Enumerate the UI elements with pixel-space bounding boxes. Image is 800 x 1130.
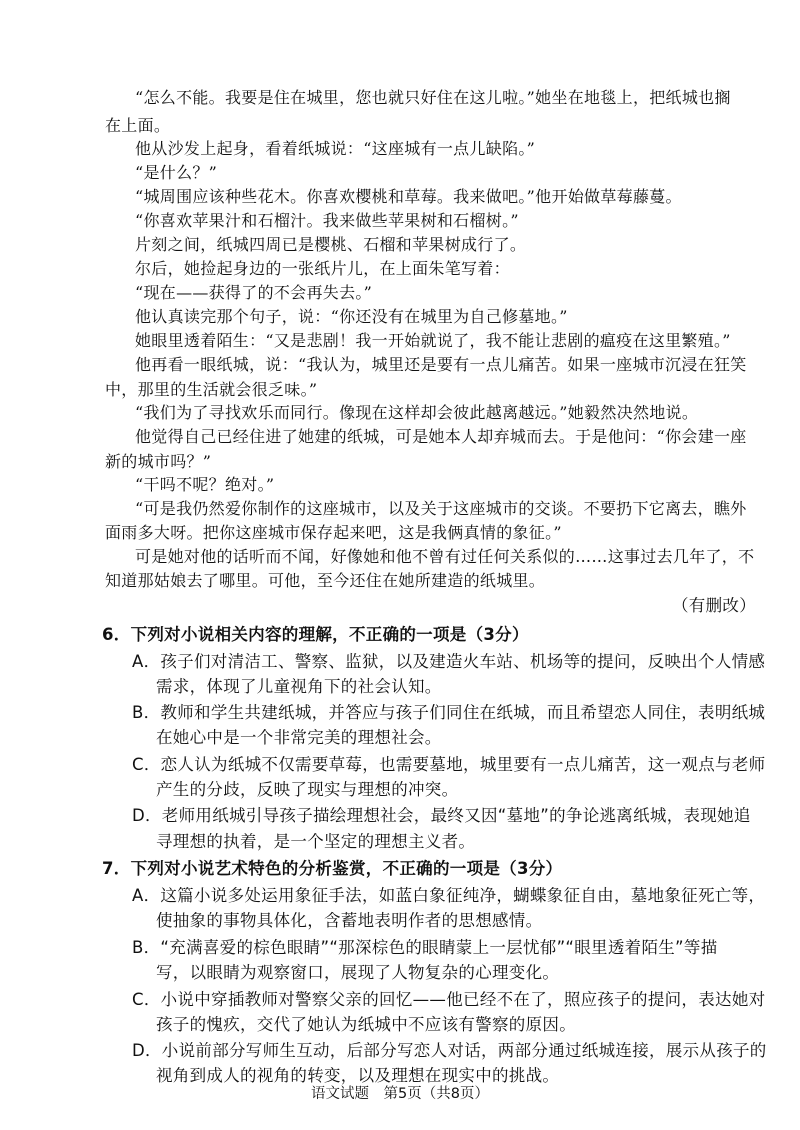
option-line: D．小说前部分写师生互动，后部分写恋人对话，两部分通过纸城连接，展示从孩子的: [132, 1041, 767, 1060]
story-line: 尔后，她捡起身边的一张纸片儿，在上面朱笔写着：: [135, 259, 510, 278]
story-line: 新的城市吗？”: [105, 452, 212, 471]
story-line: “你喜欢苹果汁和石榴汁。我来做些苹果树和石榴树。”: [135, 211, 519, 230]
page-footer: 语文试题 第5页（共8页）: [311, 1086, 489, 1102]
option-line: 视角到成人的视角的转变，以及理想在现实中的挑战。: [156, 1066, 560, 1085]
story-line: 他从沙发上起身，看着纸城说：“这座城有一点儿缺陷。”: [135, 139, 536, 158]
option-line: B．“充满喜爱的棕色眼睛”“那深棕色的眼睛蒙上一层忧郁”“眼里透着陌生”等描: [132, 938, 718, 957]
story-line: “我们为了寻找欢乐而同行。像现在这样却会彼此越离越远。”她毅然决然地说。: [135, 403, 699, 422]
question-stem: 7．下列对小说艺术特色的分析鉴赏，不正确的一项是（3分）: [102, 859, 563, 878]
option-line: 使抽象的事物具体化，含蓄地表明作者的思想感情。: [156, 911, 543, 930]
story-line: 可是她对他的话听而不闻，好像她和他不曾有过任何关系似的……这事过去几年了，不: [135, 547, 755, 566]
option-line: 孩子的愧疚，交代了她认为纸城中不应该有警察的原因。: [156, 1015, 576, 1034]
option-line: A．这篇小说多处运用象征手法，如蓝白象征纯净，蝴蝶象征自由，墓地象征死亡等，: [132, 886, 766, 905]
source-note: （有删改）: [672, 596, 756, 615]
option-line: 产生的分歧，反映了现实与理想的冲突。: [156, 780, 459, 799]
option-line: D．老师用纸城引导孩子描绘理想社会，最终又因“墓地”的争论逃离纸城，表现她追: [132, 806, 751, 825]
option-line: C．小说中穿插教师对警察父亲的回忆——他已经不在了，照应孩子的提问，表达她对: [132, 990, 766, 1009]
story-line: 他觉得自己已经住进了她建的纸城，可是她本人却弃城而去。于是他问：“你会建一座: [135, 427, 747, 446]
story-line: “怎么不能。我要是住在城里，您也就只好住在这儿啦。”她坐在地毯上，把纸城也搁: [135, 88, 731, 107]
story-line: “现在——获得了的不会再失去。”: [135, 283, 373, 302]
story-line: 面雨多大呀。把你这座城市保存起来吧，这是我俩真情的象征。”: [105, 523, 562, 542]
option-line: C．恋人认为纸城不仅需要草莓，也需要墓地，城里要有一点儿痛苦，这一观点与老师: [132, 755, 766, 774]
story-line: “城周围应该种些花木。你喜欢樱桃和草莓。我来做吧。”他开始做草莓藤蔓。: [135, 187, 682, 206]
story-line: “干吗不呢？绝对。”: [135, 475, 275, 494]
question-stem: 6．下列对小说相关内容的理解，不正确的一项是（3分）: [102, 625, 529, 644]
story-line: 他再看一眼纸城，说：“我认为，城里还是要有一点儿痛苦。如果一座城市沉浸在狂笑: [135, 355, 747, 374]
option-line: 寻理想的执着，是一个坚定的理想主义者。: [156, 832, 476, 851]
story-line: “可是我仍然爱你制作的这座城市，以及关于这座城市的交谈。不要扔下它离去，瞧外: [135, 499, 747, 518]
option-line: B．教师和学生共建纸城，并答应与孩子们同住在纸城，而且希望恋人同住，表明纸城: [132, 703, 766, 722]
story-line: 在上面。: [105, 116, 171, 135]
option-line: 需求，体现了儿童视角下的社会认知。: [156, 677, 442, 696]
option-line: 写，以眼睛为观察窗口，展现了人物复杂的心理变化。: [156, 963, 560, 982]
option-line: 在她心中是一个非常完美的理想社会。: [156, 728, 442, 747]
story-line: 中，那里的生活就会很乏味。”: [105, 380, 318, 399]
story-line: 片刻之间，纸城四周已是樱桃、石榴和苹果树成行了。: [135, 235, 527, 254]
story-line: “是什么？”: [135, 163, 218, 182]
story-line: 她眼里透着陌生：“又是悲剧！我一开始就说了，我不能让悲剧的瘟疫在这里繁殖。”: [135, 331, 731, 350]
story-line: 他认真读完那个句子，说：“你还没有在城里为自己修墓地。”: [135, 307, 568, 326]
story-line: 知道那姑娘去了哪里。可他，至今还住在她所建造的纸城里。: [105, 571, 546, 590]
option-line: A．孩子们对清洁工、警察、监狱，以及建造火车站、机场等的提问，反映出个人情感: [132, 652, 766, 671]
